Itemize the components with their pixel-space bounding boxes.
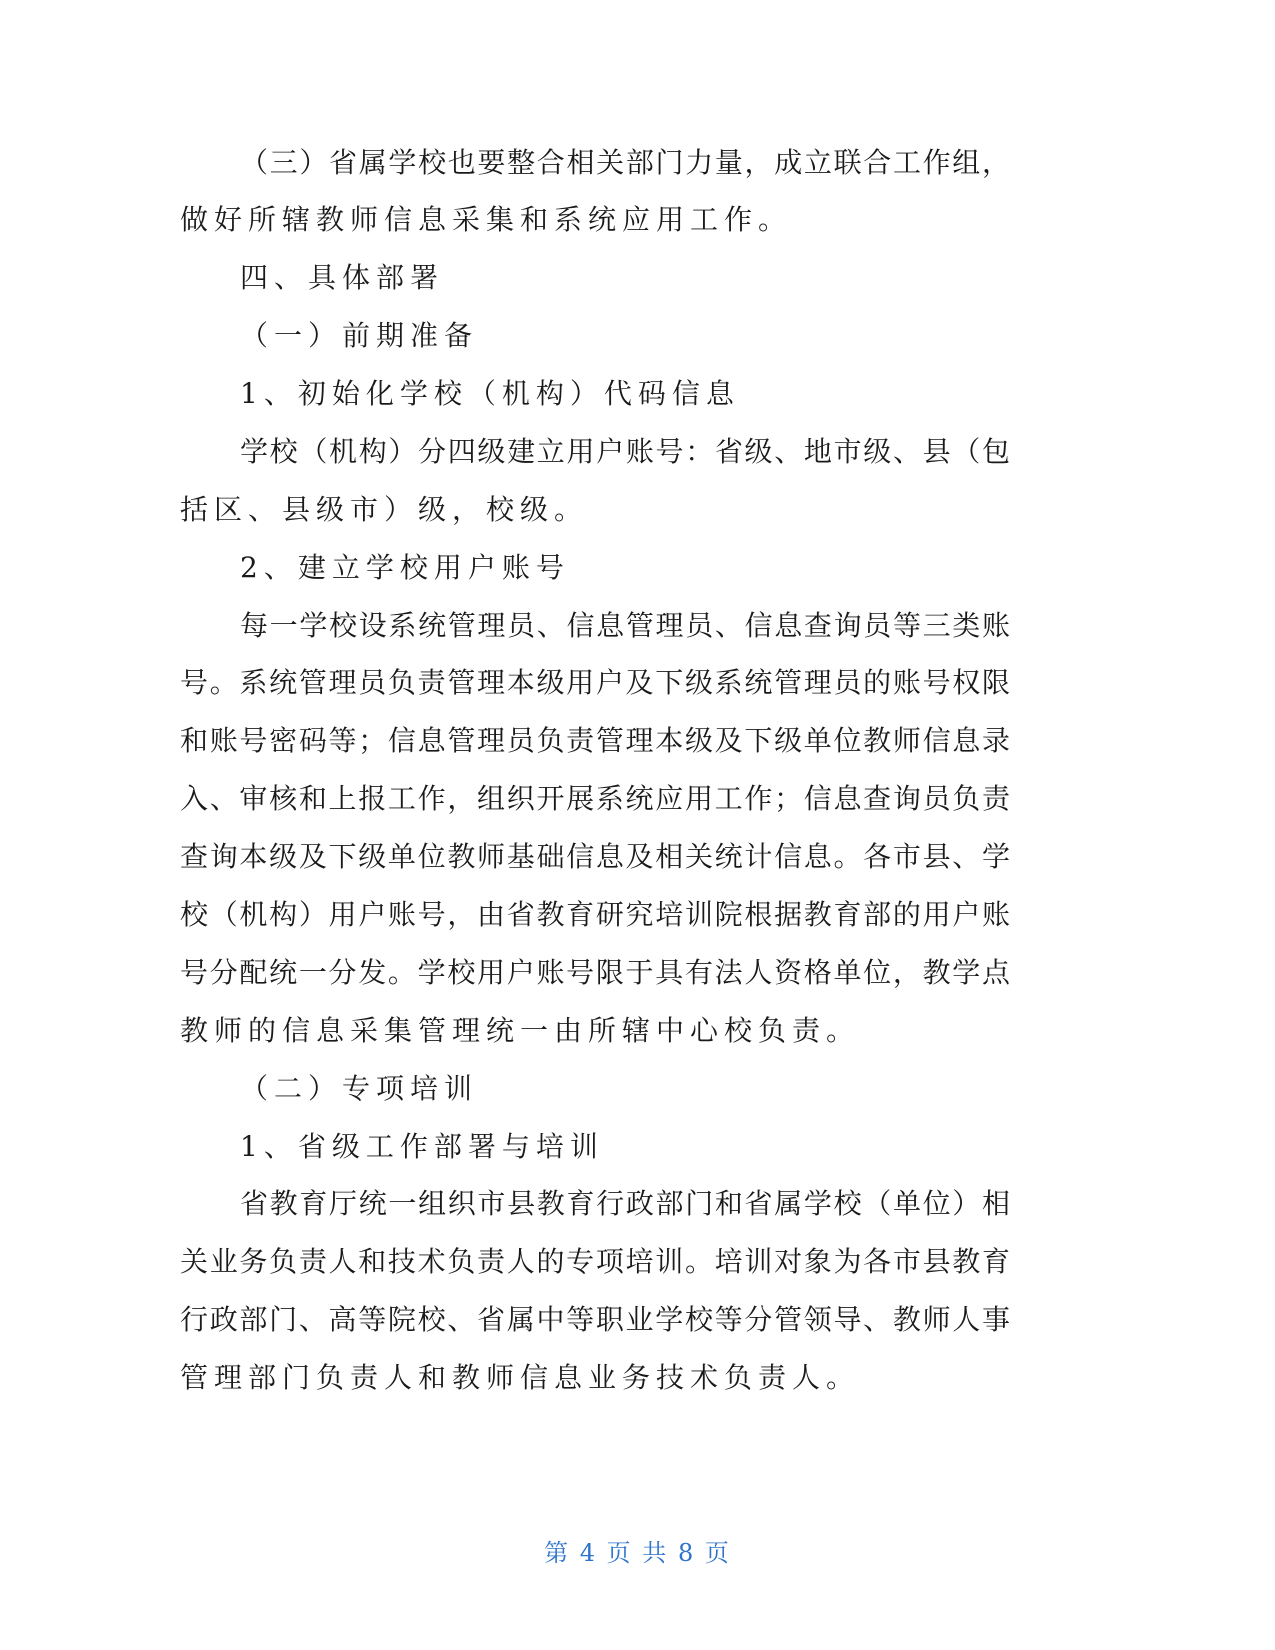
paragraph-line: 查询本级及下级单位教师基础信息及相关统计信息。各市县、学 [180, 840, 1010, 873]
paragraph-line: 关业务负责人和技术负责人的专项培训。培训对象为各市县教育 [180, 1245, 1010, 1278]
paragraph-line: 每一学校设系统管理员、信息管理员、信息查询员等三类账 [240, 609, 1010, 642]
paragraph-line: 行政部门、高等院校、省属中等职业学校等分管领导、教师人事 [180, 1303, 1010, 1336]
item-heading: 2、建立学校用户账号 [240, 551, 570, 584]
paragraph-line: 教师的信息采集管理统一由所辖中心校负责。 [180, 1014, 861, 1047]
subsection-heading: （二）专项培训 [240, 1072, 479, 1105]
subsection-heading: （一）前期准备 [240, 319, 479, 352]
paragraph-line: 学校（机构）分四级建立用户账号：省级、地市级、县（包 [240, 435, 1010, 468]
section-heading: 四、具体部署 [240, 261, 445, 294]
paragraph-line: 和账号密码等；信息管理员负责管理本级及下级单位教师信息录 [180, 724, 1010, 757]
item-heading: 1、省级工作部署与培训 [240, 1130, 604, 1163]
paragraph-line: （三）省属学校也要整合相关部门力量，成立联合工作组， [240, 146, 1010, 179]
paragraph-line: 号。系统管理员负责管理本级用户及下级系统管理员的账号权限 [180, 666, 1010, 699]
paragraph-line: 做好所辖教师信息采集和系统应用工作。 [180, 203, 793, 236]
paragraph-line: 入、审核和上报工作，组织开展系统应用工作；信息查询员负责 [180, 782, 1010, 815]
paragraph-line: 号分配统一分发。学校用户账号限于具有法人资格单位，教学点 [180, 956, 1010, 989]
paragraph-line: 省教育厅统一组织市县教育行政部门和省属学校（单位）相 [240, 1187, 1010, 1220]
paragraph-line: 括区、县级市）级，校级。 [180, 493, 589, 526]
paragraph-line: 管理部门负责人和教师信息业务技术负责人。 [180, 1361, 861, 1394]
page-number-footer: 第 4 页 共 8 页 [544, 1539, 731, 1567]
paragraph-line: 校（机构）用户账号，由省教育研究培训院根据教育部的用户账 [180, 898, 1010, 931]
item-heading: 1、初始化学校（机构）代码信息 [240, 377, 740, 410]
